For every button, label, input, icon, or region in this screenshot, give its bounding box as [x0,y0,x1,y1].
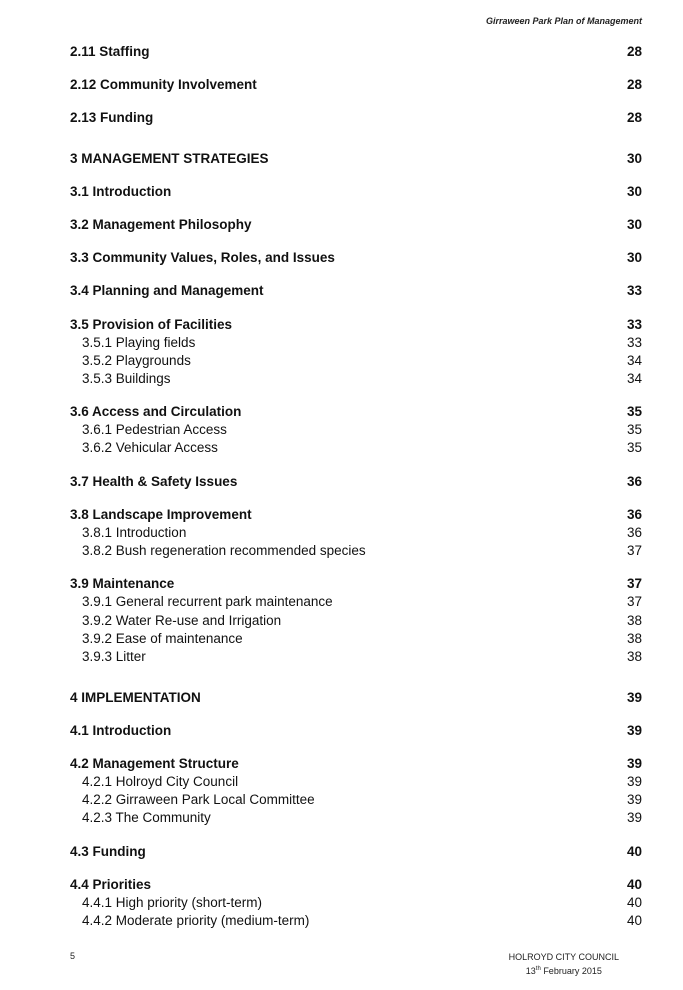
footer-date-day: 13 [525,966,536,976]
toc-entry[interactable] [70,215,642,235]
toc-entry-label: 3.4 Planning and Management [70,283,264,298]
table-of-contents [70,0,642,990]
toc-entry[interactable] [70,911,642,931]
toc-entry[interactable] [70,721,642,741]
toc-entry[interactable] [70,351,642,371]
toc-entry-label: 3.5 Provision of Facilities [70,317,233,332]
toc-entry[interactable] [70,472,642,492]
toc-entry[interactable] [70,541,642,561]
toc-entry[interactable] [70,505,642,525]
footer-organization [509,951,619,977]
toc-entry-label: 3.9 Maintenance [70,576,175,591]
toc-entry[interactable] [70,629,642,649]
toc-entry-page-number: 40 [626,844,642,859]
toc-entry-label: 3.7 Health & Safety Issues [70,474,238,489]
toc-entry-page-number: 39 [626,756,642,771]
footer-council-name: HOLROYD CITY COUNCIL [508,952,619,962]
toc-entry-page-number: 37 [626,594,642,609]
toc-entry[interactable] [70,772,642,792]
toc-entry-page-number: 28 [626,110,642,125]
toc-entry[interactable] [70,611,642,631]
toc-entry-page-number: 38 [626,613,642,628]
toc-entry[interactable] [70,592,642,612]
toc-entry[interactable] [70,75,642,95]
toc-entry[interactable] [70,647,642,667]
toc-entry-label: 4.2.3 The Community [82,810,211,825]
toc-entry-page-number: 30 [626,250,642,265]
toc-entry[interactable] [70,420,642,440]
footer-date-rest: February 2015 [543,966,602,976]
toc-entry[interactable] [70,369,642,389]
toc-entry-page-number: 35 [626,440,642,455]
toc-entry-page-number: 40 [626,877,642,892]
toc-entry-page-number: 37 [626,576,642,591]
toc-entry-label: 3.8 Landscape Improvement [70,507,252,522]
toc-entry[interactable] [70,182,642,202]
toc-entry-page-number: 38 [626,631,642,646]
footer-page-number: 5 [70,951,76,961]
footer-date-suffix: th [535,966,541,972]
toc-entry[interactable] [70,42,642,62]
toc-entry-label: 3.8.1 Introduction [82,525,187,540]
toc-entry[interactable] [70,790,642,810]
toc-entry-page-number: 34 [626,371,642,386]
toc-entry-label: 2.11 Staffing [70,44,150,59]
toc-entry[interactable] [70,875,642,895]
toc-entry-page-number: 37 [626,543,642,558]
toc-entry[interactable] [70,754,642,774]
toc-entry-page-number: 35 [626,422,642,437]
toc-entry[interactable] [70,315,642,335]
toc-entry-page-number: 30 [626,217,642,232]
toc-entry-page-number: 33 [626,335,642,350]
toc-entry-label: 3.8.2 Bush regeneration recommended species [82,543,366,558]
toc-entry-page-number: 34 [626,353,642,368]
toc-entry-page-number: 33 [626,317,642,332]
toc-entry-page-number: 39 [626,810,642,825]
toc-entry-label: 3.9.2 Ease of maintenance [82,631,243,646]
toc-entry[interactable] [70,438,642,458]
toc-entry[interactable] [70,808,642,828]
toc-entry-label: 2.13 Funding [70,110,154,125]
toc-entry[interactable] [70,893,642,913]
toc-entry-page-number: 28 [626,44,642,59]
toc-entry-page-number: 28 [626,77,642,92]
toc-entry-label: 3.5.3 Buildings [82,371,171,386]
footer-date [509,963,619,977]
toc-entry-page-number: 36 [626,474,642,489]
toc-entry-page-number: 39 [626,774,642,789]
toc-entry-page-number: 39 [626,792,642,807]
toc-entry-label: 3.1 Introduction [70,184,172,199]
toc-entry-label: 4.3 Funding [70,844,146,859]
running-header-title: Girraween Park Plan of Management [485,16,642,26]
toc-entry-label: 3.9.3 Litter [82,649,146,664]
toc-entry-label: 4.2 Management Structure [70,756,239,771]
toc-entry[interactable] [70,574,642,594]
toc-entry[interactable] [70,108,642,128]
toc-entry[interactable] [70,402,642,422]
toc-entry[interactable] [70,281,642,301]
toc-entry-label: 4.2.1 Holroyd City Council [82,774,239,789]
toc-entry-page-number: 40 [626,895,642,910]
toc-entry-label: 4.2.2 Girraween Park Local Committee [82,792,315,807]
toc-entry-page-number: 38 [626,649,642,664]
toc-entry-page-number: 35 [626,404,642,419]
toc-entry-page-number: 30 [626,184,642,199]
toc-entry-label: 3.5.2 Playgrounds [82,353,191,368]
toc-entry-label: 3 MANAGEMENT STRATEGIES [70,151,269,166]
toc-entry-label: 4.4.1 High priority (short-term) [82,895,263,910]
toc-entry-label: 3.6.1 Pedestrian Access [82,422,227,437]
toc-entry-label: 4.1 Introduction [70,723,172,738]
toc-entry[interactable] [70,523,642,543]
toc-entry-page-number: 39 [626,690,642,705]
toc-entry-label: 4 IMPLEMENTATION [70,690,201,705]
toc-entry[interactable] [70,842,642,862]
toc-entry-label: 3.9.2 Water Re-use and Irrigation [82,613,282,628]
toc-entry-label: 3.6 Access and Circulation [70,404,242,419]
toc-entry-page-number: 39 [626,723,642,738]
toc-entry-label: 2.12 Community Involvement [70,77,257,92]
toc-entry-page-number: 36 [626,525,642,540]
toc-entry-page-number: 30 [626,151,642,166]
toc-entry[interactable] [70,688,642,708]
toc-entry-label: 3.3 Community Values, Roles, and Issues [70,250,335,265]
toc-entry-page-number: 36 [626,507,642,522]
toc-entry-page-number: 33 [626,283,642,298]
toc-entry[interactable] [70,248,642,268]
toc-entry-page-number: 40 [626,913,642,928]
toc-entry[interactable] [70,333,642,353]
toc-entry-label: 3.2 Management Philosophy [70,217,252,232]
toc-entry-label: 4.4 Priorities [70,877,152,892]
toc-entry-label: 3.6.2 Vehicular Access [82,440,218,455]
toc-entry[interactable] [70,149,642,169]
toc-entry-label: 3.9.1 General recurrent park maintenance [82,594,333,609]
toc-entry-label: 3.5.1 Playing fields [82,335,196,350]
toc-entry-label: 4.4.2 Moderate priority (medium-term) [82,913,310,928]
